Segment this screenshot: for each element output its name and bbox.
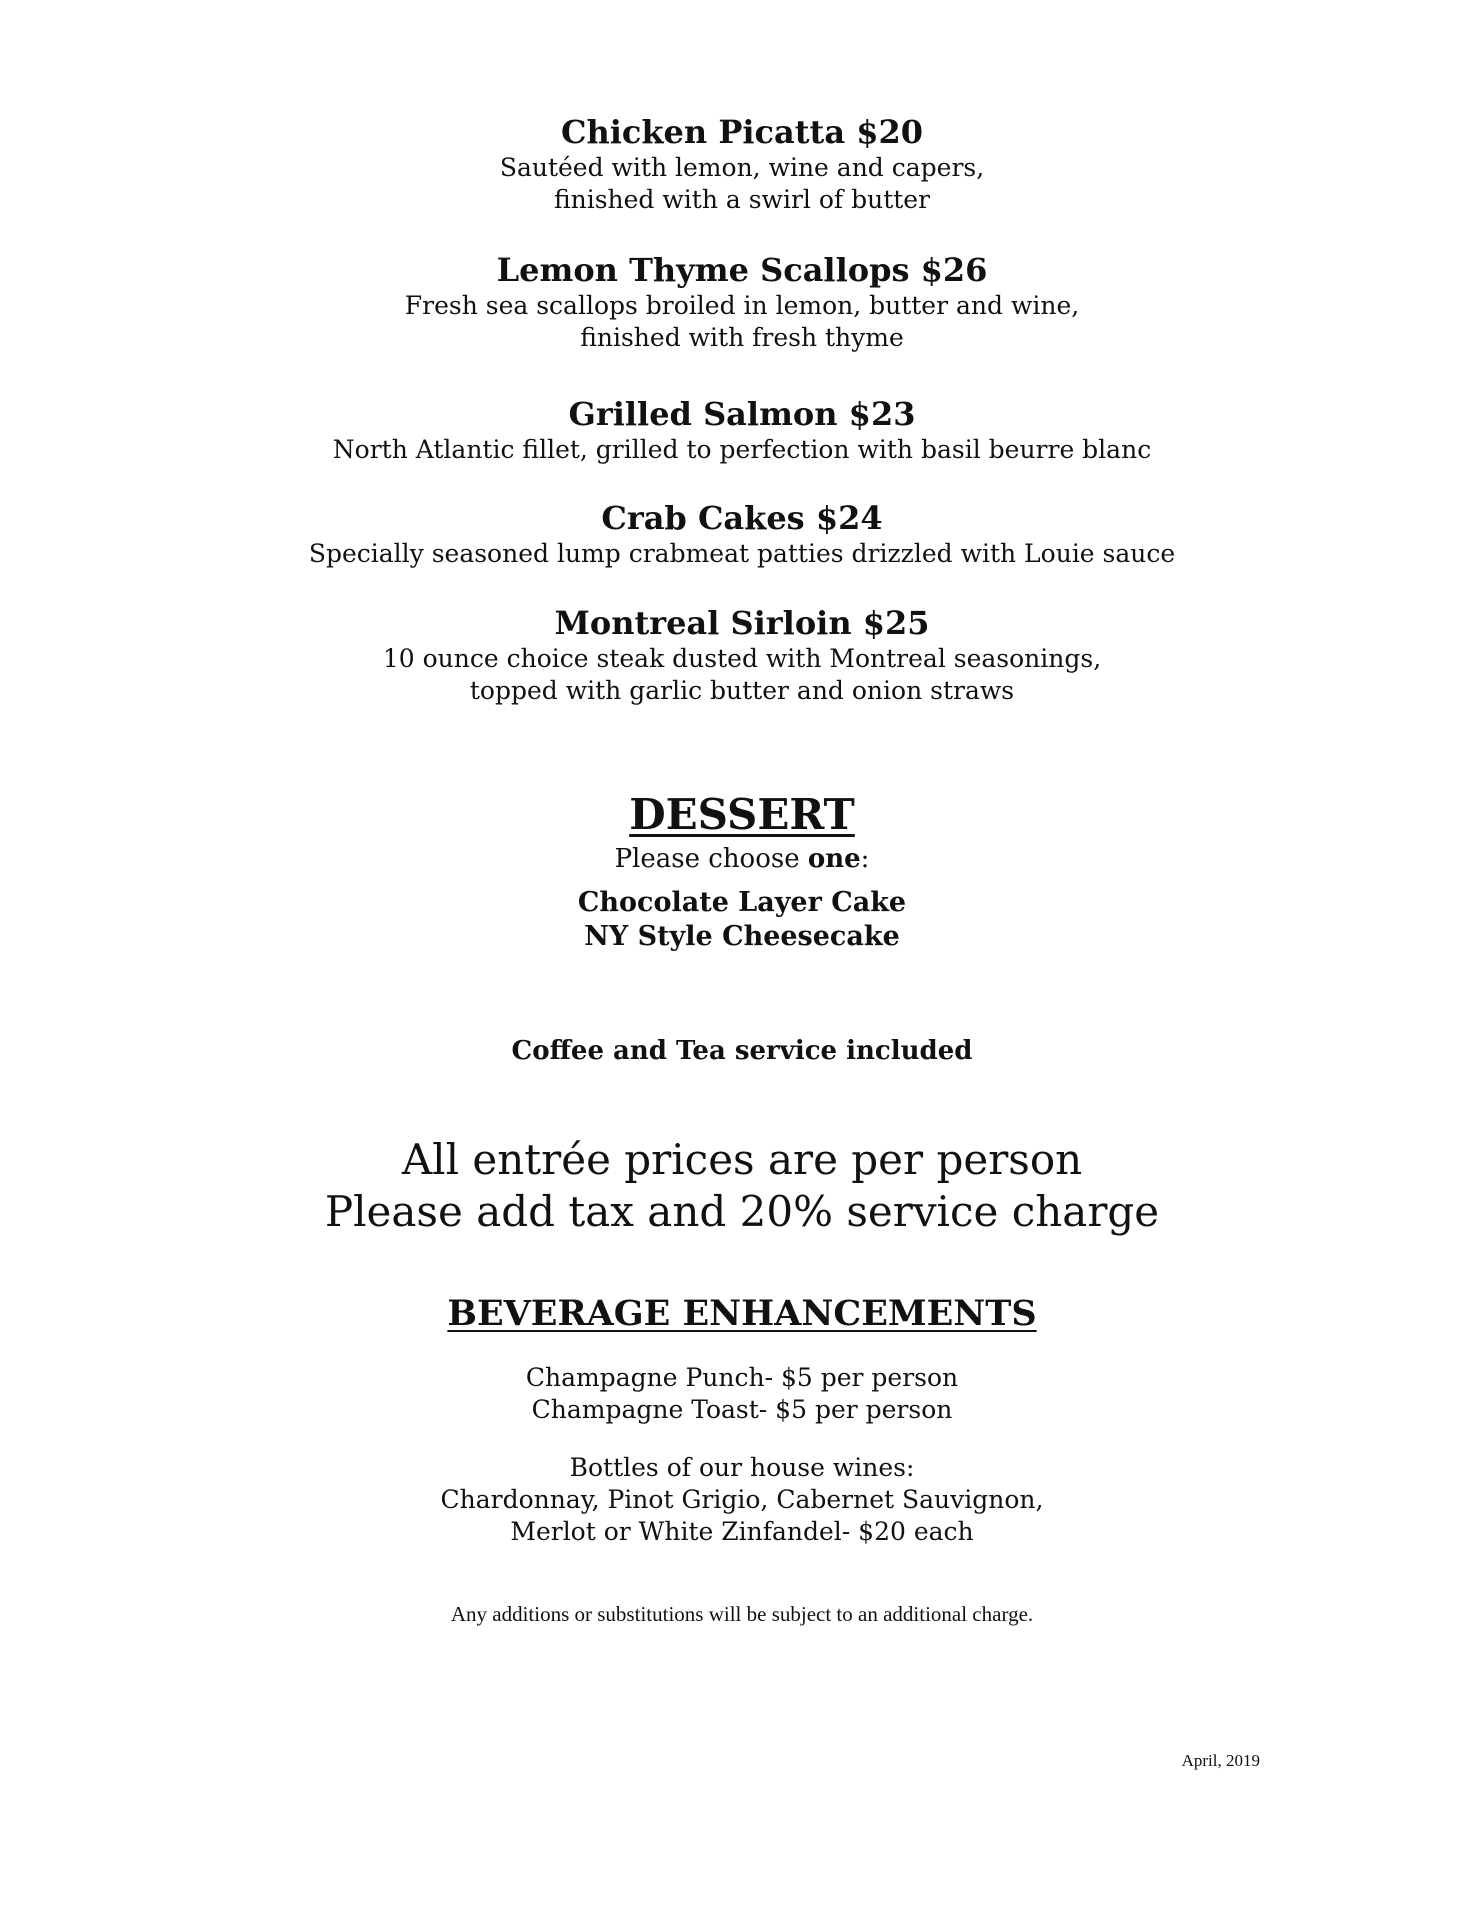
price-note-line: All entrée prices are per person xyxy=(401,1135,1083,1184)
entree-name: Lemon Thyme Scallops $26 xyxy=(496,251,988,289)
beverage-line: Bottles of our house wines: xyxy=(569,1453,915,1482)
price-note-line: Please add tax and 20% service charge xyxy=(324,1187,1160,1236)
beverage-line: Chardonnay, Pinot Grigio, Cabernet Sauvignon, xyxy=(440,1485,1044,1514)
choose-suffix: : xyxy=(860,844,870,874)
date-stamp: April, 2019 xyxy=(1181,1751,1260,1770)
dessert-item: NY Style Cheesecake xyxy=(584,921,900,952)
dessert-list xyxy=(0,886,1484,954)
entree-item xyxy=(0,250,1484,354)
entree-name: Grilled Salmon $23 xyxy=(568,395,916,433)
price-notes xyxy=(0,1134,1484,1238)
disclaimer-text: Any additions or substitutions will be subject to an additional charge. xyxy=(450,1602,1034,1626)
entree-description: 10 ounce choice steak dusted with Montreal seasonings, xyxy=(382,644,1102,673)
beverage-section xyxy=(0,1292,1484,1336)
entree-description: Sautéed with lemon, wine and capers, xyxy=(499,153,985,182)
house-wine-list xyxy=(0,1452,1484,1548)
entree-description: North Atlantic fillet, grilled to perfection with basil beurre blanc xyxy=(332,435,1152,464)
beverage-line: Merlot or White Zinfandel- $20 each xyxy=(510,1517,974,1546)
entree-item xyxy=(0,112,1484,216)
choose-emphasis: one xyxy=(807,844,861,874)
entree-name: Crab Cakes $24 xyxy=(601,499,883,537)
entree-item xyxy=(0,603,1484,707)
champagne-list xyxy=(0,1362,1484,1426)
entree-description: topped with garlic butter and onion straws xyxy=(469,676,1015,705)
dessert-choose-line xyxy=(0,842,1484,876)
choose-prefix: Please choose xyxy=(614,844,808,874)
dessert-item: Chocolate Layer Cake xyxy=(577,887,907,918)
dessert-section xyxy=(0,790,1484,840)
entree-description: finished with a swirl of butter xyxy=(553,185,931,214)
beverage-line: Champagne Toast- $5 per person xyxy=(531,1395,953,1424)
coffee-note-text: Coffee and Tea service included xyxy=(511,1036,973,1066)
entree-item xyxy=(0,394,1484,466)
coffee-note xyxy=(0,1034,1484,1068)
entree-item xyxy=(0,498,1484,570)
dessert-heading: DESSERT xyxy=(629,790,855,839)
entree-description: finished with fresh thyme xyxy=(580,323,904,352)
beverage-heading: BEVERAGE ENHANCEMENTS xyxy=(447,1293,1037,1334)
entree-name: Montreal Sirloin $25 xyxy=(554,604,930,642)
disclaimer xyxy=(0,1600,1484,1628)
entree-description: Fresh sea scallops broiled in lemon, butter and wine, xyxy=(404,291,1080,320)
entree-description: Specially seasoned lump crabmeat patties drizzled with Louie sauce xyxy=(308,539,1176,568)
beverage-line: Champagne Punch- $5 per person xyxy=(525,1363,959,1392)
entree-name: Chicken Picatta $20 xyxy=(561,113,923,151)
